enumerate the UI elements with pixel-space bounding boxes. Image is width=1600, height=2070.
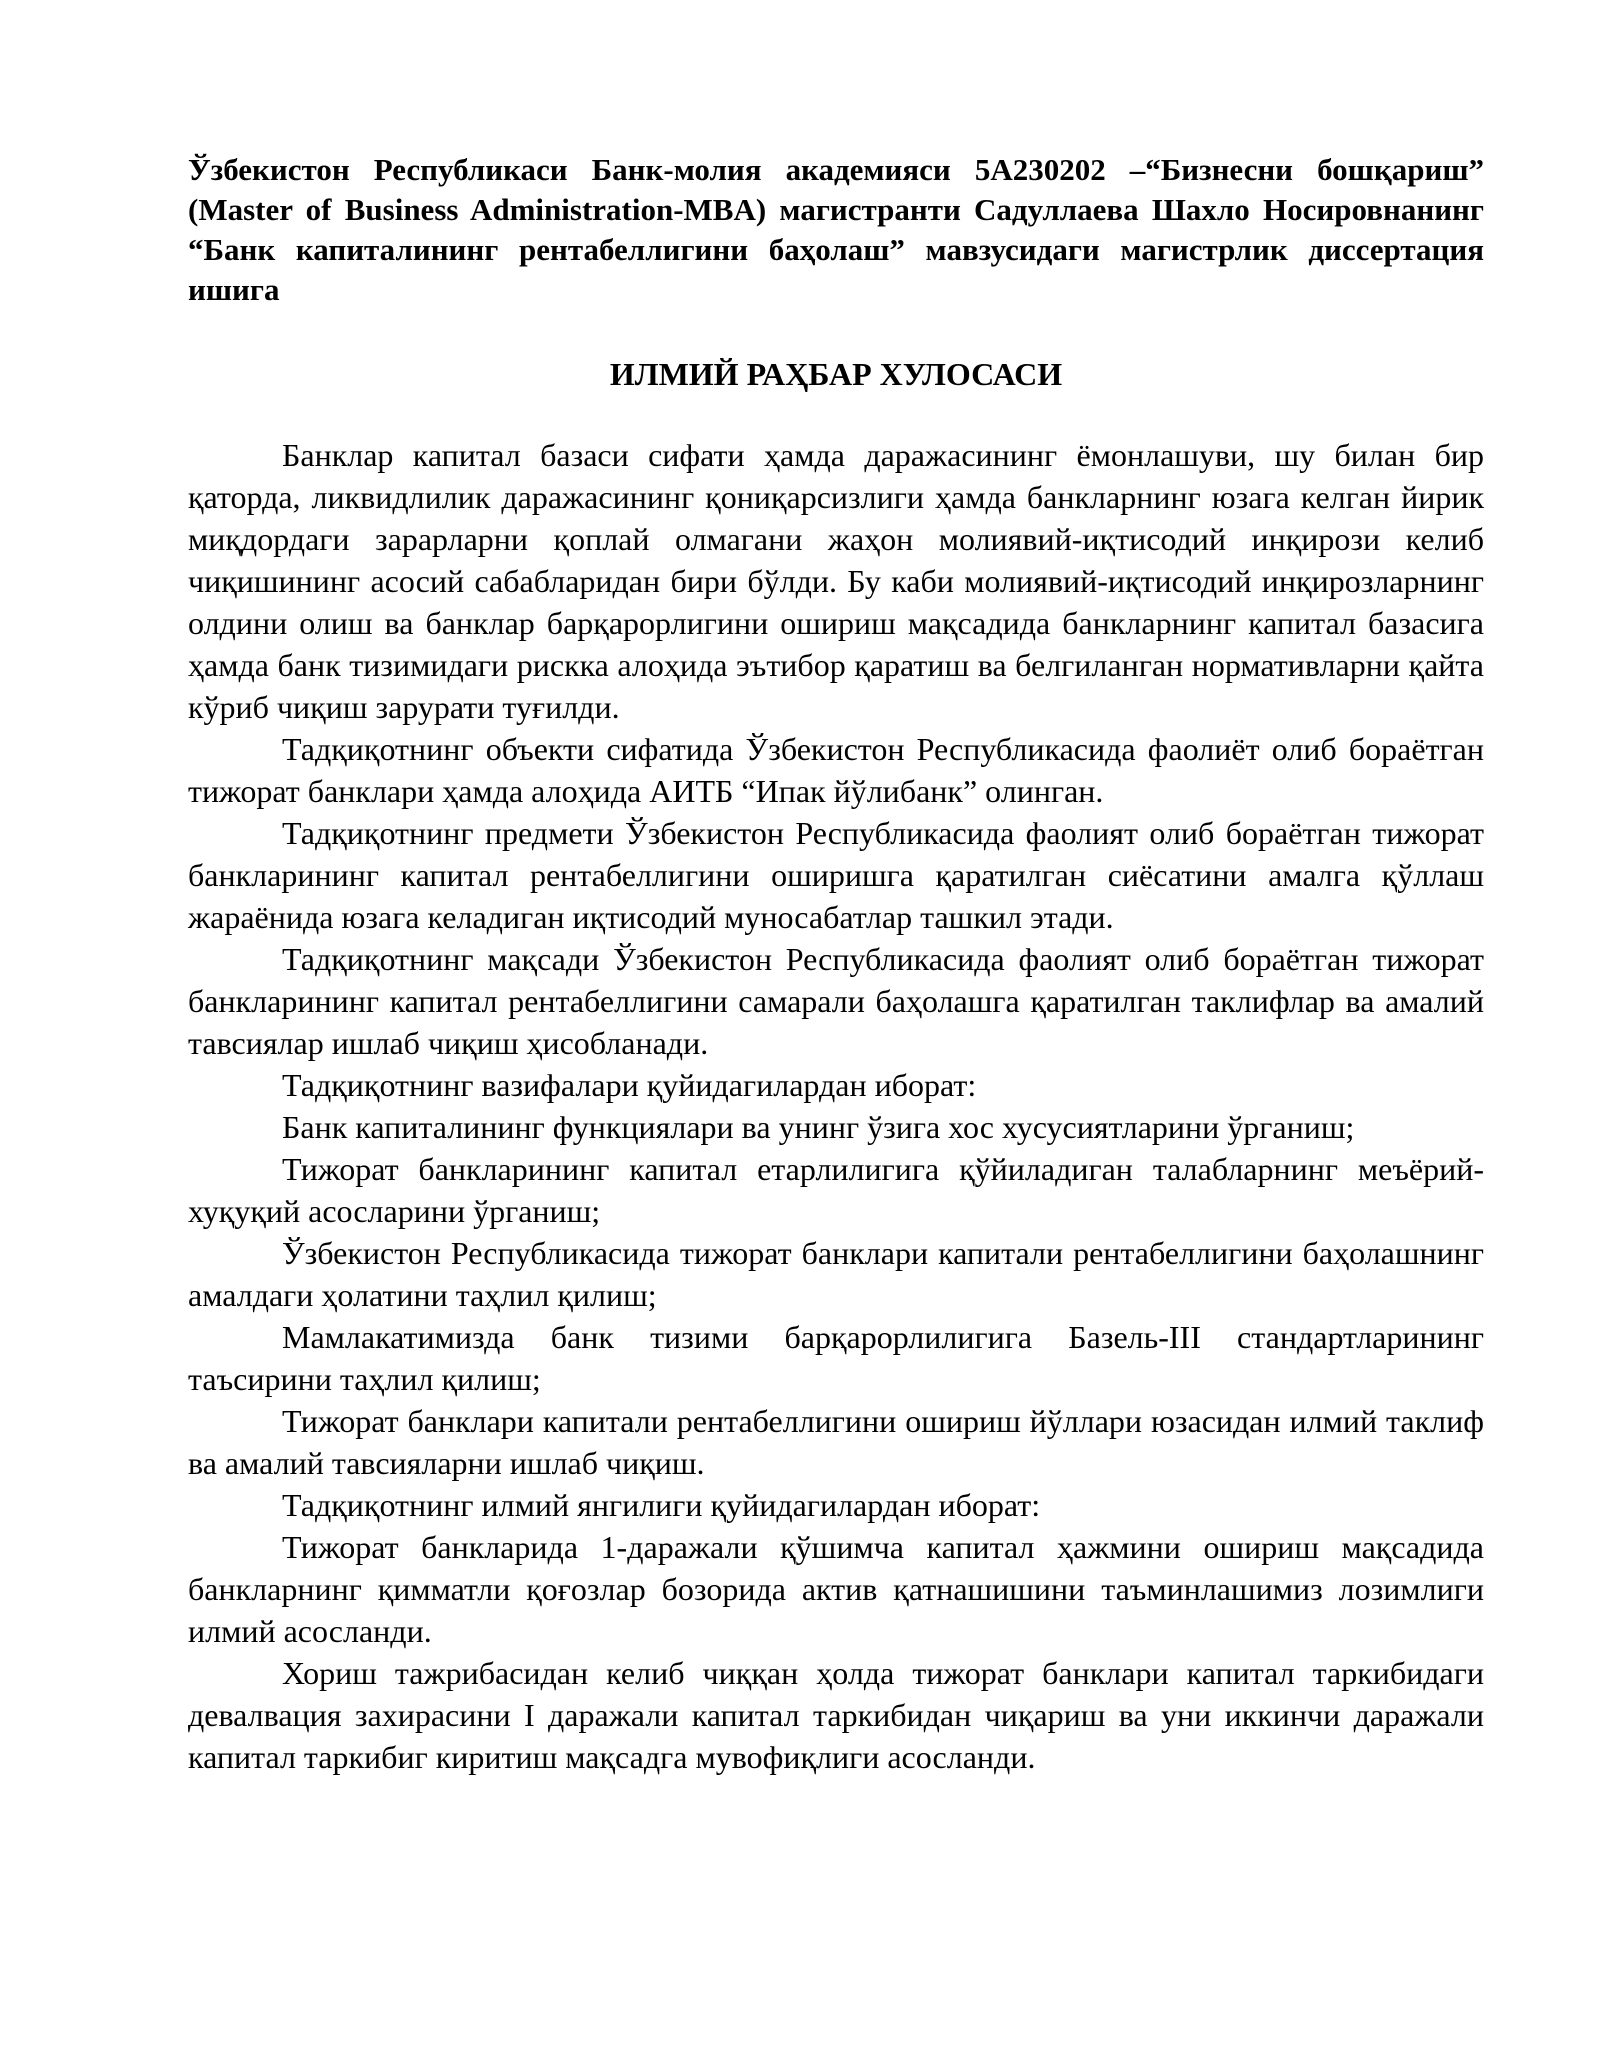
document-page: [188, 150, 1484, 1778]
paragraph-task-1: Банк капиталининг функциялари ва унинг ўзига хос хусусиятларини ўрганиш;: [282, 1109, 1355, 1145]
paragraph-intro: Банклар капитал базаси сифати ҳамда даражасининг ёмонлашуви, шу билан бир қаторда, ликвидлилик даражасининг қониқарсизлиги ҳамда банкларнинг юзага келган йирик миқдордаги зарарларни қоплай олмагани жаҳон молиявий-иқтисодий инқирози келиб чиқишининг асосий сабабларидан бири бўлди. Бу каби молиявий-иқтисодий инқирозларнинг олдини олиш ва банклар барқарорлигини ошириш мақсадида банкларнинг капитал базасига ҳамда банк тизимидаги рискка алоҳида эътибор қаратиш ва белгиланган нормативларни қайта кўриб чиқиш зарурати туғилди.: [188, 437, 1484, 725]
paragraph-research-subject: Тадқиқотнинг предмети Ўзбекистон Республикасида фаолият олиб бораётган тижорат банкларининг капитал рентабеллигини оширишга қаратилган сиёсатини амалга қўллаш жараёнида юзага келадиган иқтисодий муносабатлар ташкил этади.: [188, 815, 1484, 935]
paragraph-novelty-heading: Тадқиқотнинг илмий янгилиги қуйидагилардан иборат:: [282, 1487, 1041, 1523]
document-header: Ўзбекистон Республикаси Банк-молия академияси 5А230202 –“Бизнесни бошқариш” (Master of Business Administration-MBA) магистранти Садуллаева Шахло Носировнанинг “Банк капиталининг рентабеллигини баҳолаш” мавзусидаги магистрлик диссертация ишига: [188, 152, 1484, 307]
paragraph-novelty-2: Хориш тажрибасидан келиб чиққан ҳолда тижорат банклари капитал таркибидаги девалвация захирасини I даражали капитал таркибидан чиқариш ва уни иккинчи даражали капитал таркибиг киритиш мақсадга мувофиқлиги асосланди.: [188, 1655, 1484, 1775]
paragraph-task-4: Мамлакатимизда банк тизими барқарорлилигига Базель-III стандартларининг таъсирини таҳлил қилиш;: [188, 1319, 1484, 1397]
paragraph-research-goal: Тадқиқотнинг мақсади Ўзбекистон Республикасида фаолият олиб бораётган тижорат банкларининг капитал рентабеллигини самарали баҳолашга қаратилган таклифлар ва амалий тавсиялар ишлаб чиқиш ҳисобланади.: [188, 941, 1484, 1061]
paragraph-task-3: Ўзбекистон Республикасида тижорат банклари капитали рентабеллигини баҳолашнинг амалдаги ҳолатини таҳлил қилиш;: [188, 1235, 1484, 1313]
paragraph-novelty-1: Тижорат банкларида 1-даражали қўшимча капитал ҳажмини ошириш мақсадида банкларнинг қимматли қоғозлар бозорида актив қатнашишини таъминлашимиз лозимлиги илмий асосланди.: [188, 1529, 1484, 1649]
document-title: ИЛМИЙ РАҲБАР ХУЛОСАСИ: [609, 356, 1063, 392]
document-body: [188, 434, 1484, 1778]
paragraph-task-5: Тижорат банклари капитали рентабеллигини ошириш йўллари юзасидан илмий таклиф ва амалий тавсияларни ишлаб чиқиш.: [188, 1403, 1484, 1481]
paragraph-task-2: Тижорат банкларининг капитал етарлилигига қўйиладиган талабларнинг меъёрий-хуқуқий асосларини ўрганиш;: [188, 1151, 1484, 1229]
paragraph-tasks-heading: Тадқиқотнинг вазифалари қуйидагилардан иборат:: [282, 1067, 977, 1103]
paragraph-research-object: Тадқиқотнинг объекти сифатида Ўзбекистон Республикасида фаолиёт олиб бораётган тижорат банклари ҳамда алоҳида АИТБ “Ипак йўлибанк” олинган.: [188, 731, 1484, 809]
